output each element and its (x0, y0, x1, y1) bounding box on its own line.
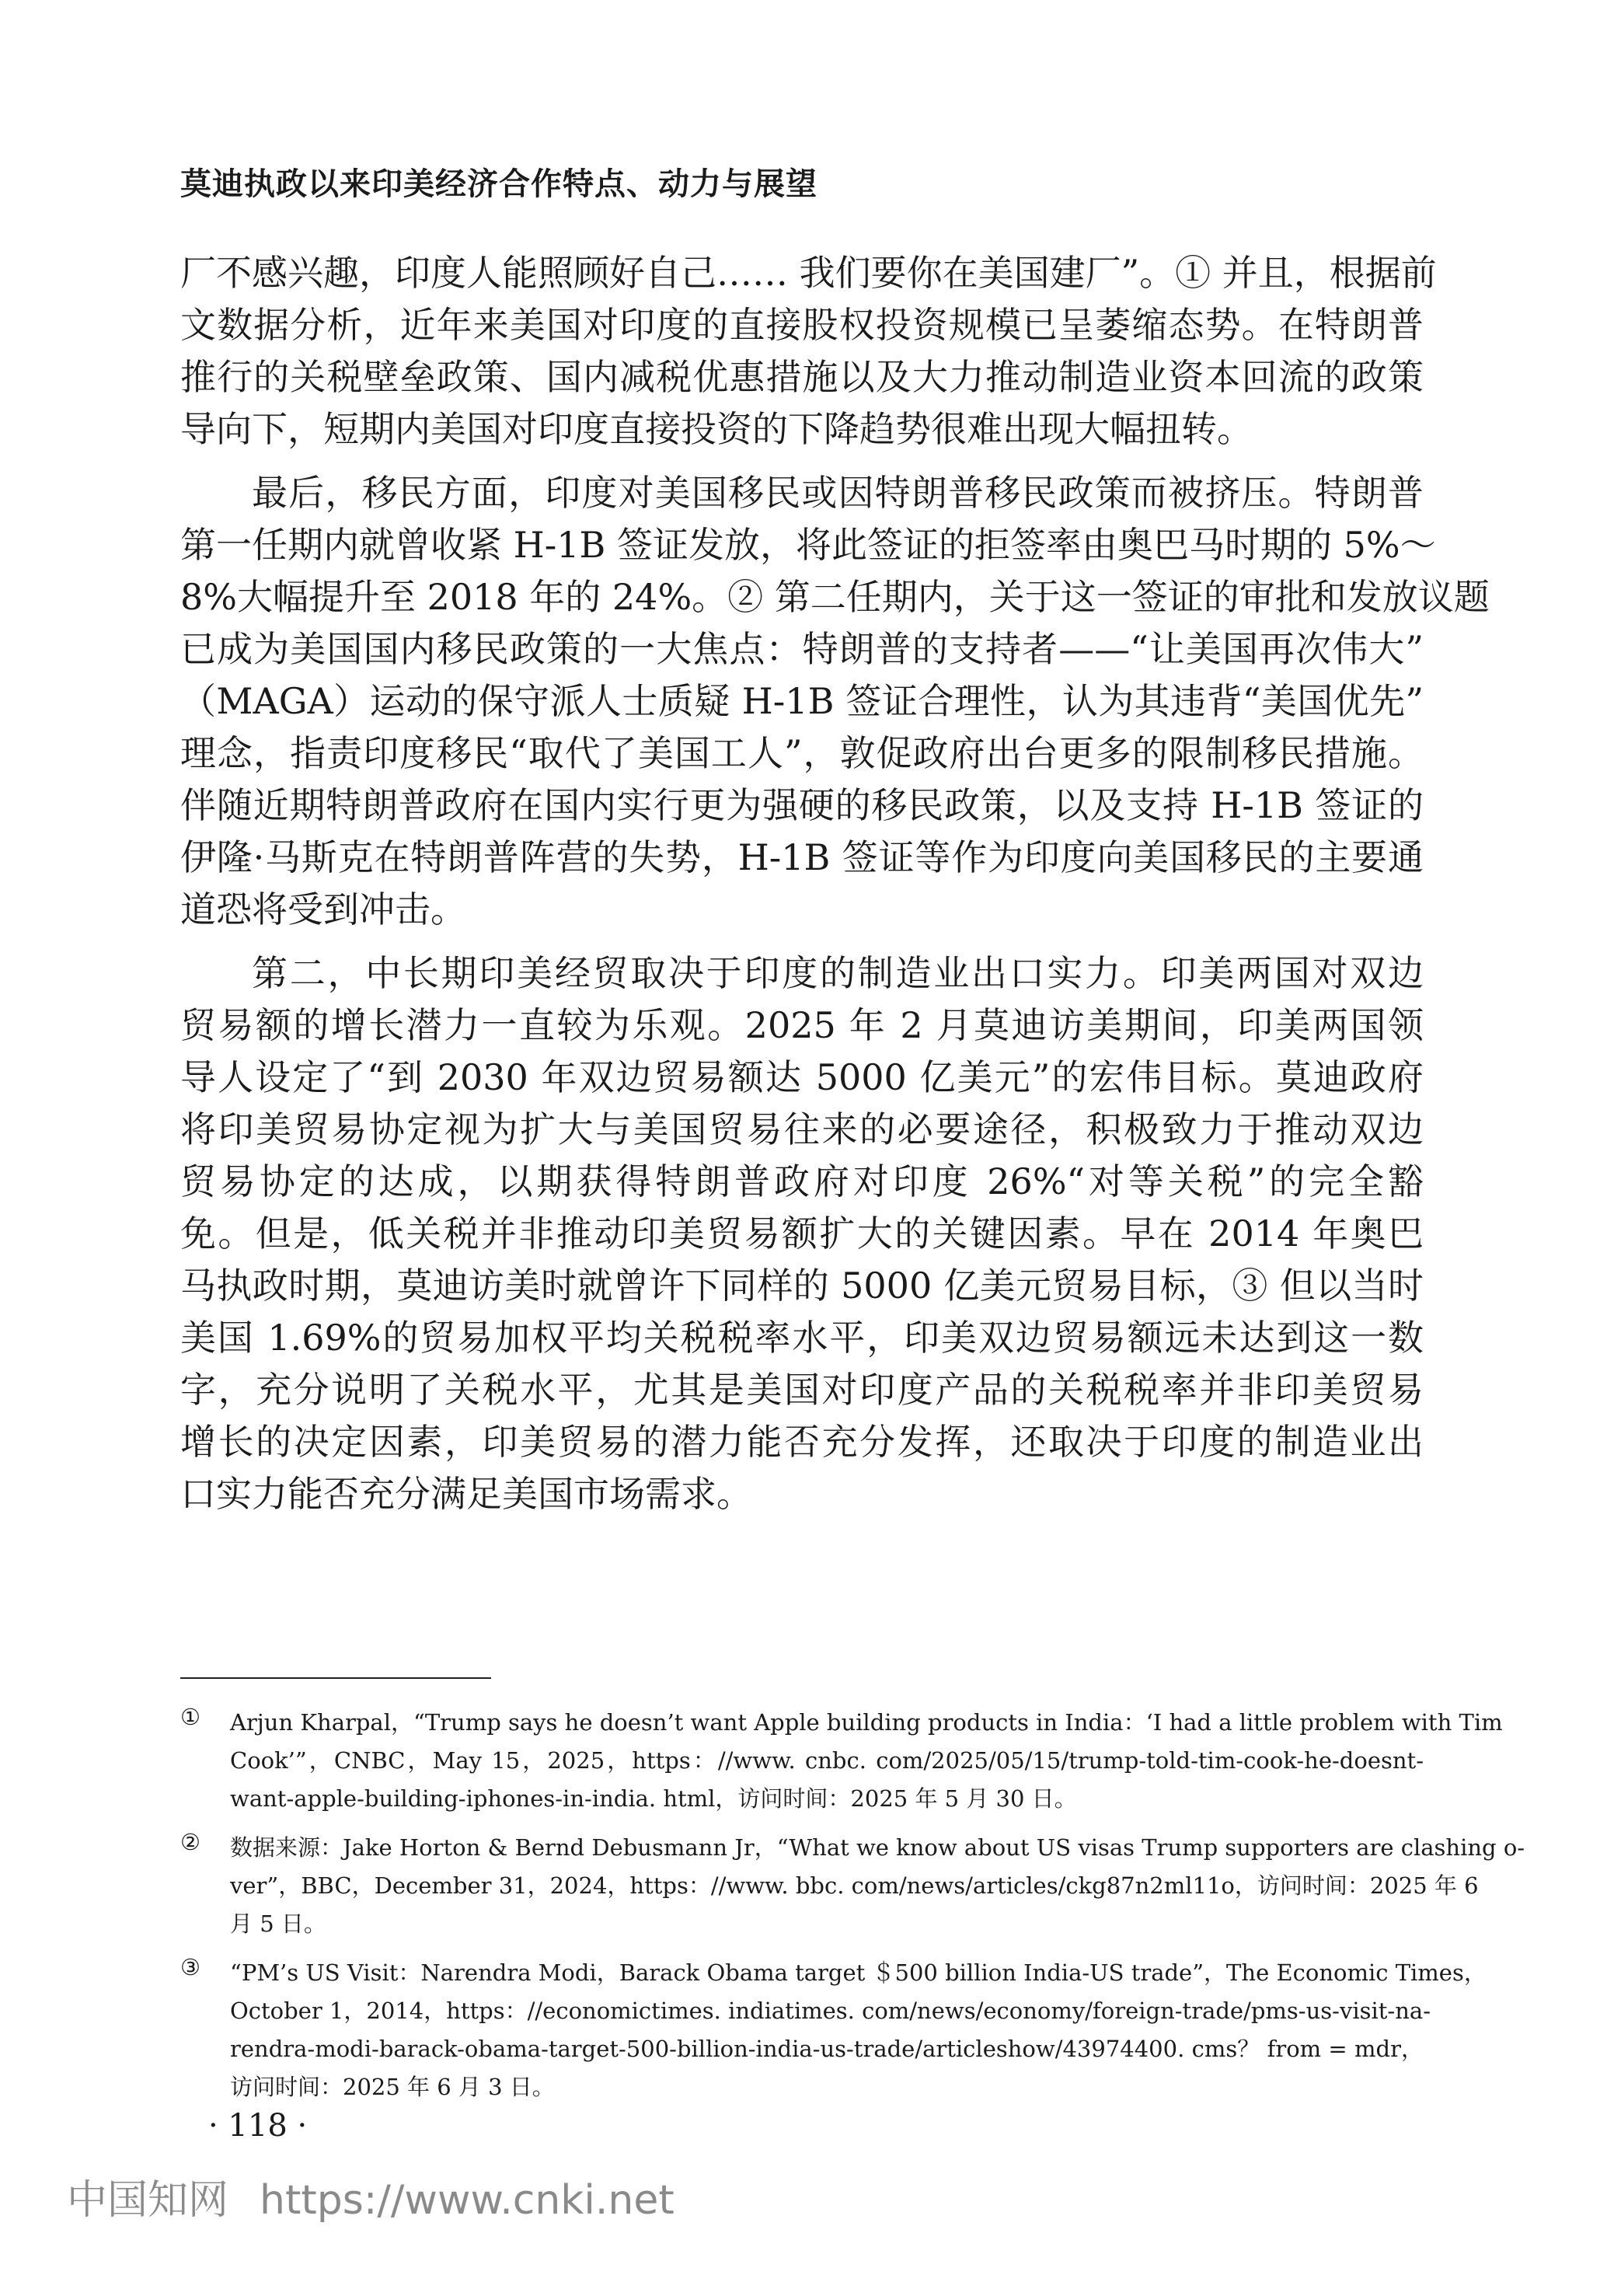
paragraph-line: 马执政时期，莫迪访美时就曾许下同样的 5000 亿美元贸易目标，③ 但以当时 (180, 1265, 1424, 1307)
paragraph-line: 将印美贸易协定视为扩大与美国贸易往来的必要途径，积极致力于推动双边 (180, 1108, 1424, 1150)
paragraph-line: 推行的关税壁垒政策、国内减税优惠措施以及大力推动制造业资本回流的政策 (180, 356, 1424, 398)
footnote-line: Cook’”，CNBC，May 15，2025，https：//www. cnbc. com/2025/05/15/trump-told-tim-cook-he-doesnt- (230, 1747, 1424, 1774)
page-number: · 118 · (208, 2108, 308, 2144)
footnote-marker: ② (180, 1829, 200, 1855)
footnote (180, 1954, 1487, 2106)
paragraph-line: 导人设定了“到 2030 年双边贸易额达 5000 亿美元”的宏伟目标。莫迪政府 (180, 1056, 1424, 1098)
paragraph-line: 已成为美国国内移民政策的一大焦点：特朗普的支持者——“让美国再次伟大” (180, 628, 1424, 670)
paragraph-line: 最后，移民方面，印度对美国移民或因特朗普移民政策而被挤压。特朗普 (252, 472, 1424, 514)
footnote-line: “PM’s US Visit：Narendra Modi，Barack Obama target ＄500 billion India-US trade”，The Economic Times， (230, 1959, 1487, 1986)
paragraph-line: 贸易额的增长潜力一直较为乐观。2025 年 2 月莫迪访美期间，印美两国领 (180, 1004, 1424, 1046)
paragraph-line: 伊隆·马斯克在特朗普阵营的失势，H-1B 签证等作为印度向美国移民的主要通 (180, 836, 1424, 878)
footnote (180, 1704, 1503, 1818)
paragraph-line: 口实力能否充分满足美国市场需求。 (180, 1473, 752, 1515)
footnote-line: want-apple-building-iphones-in-india. html，访问时间：2025 年 5 月 30 日。 (230, 1785, 1077, 1812)
paragraph-line: 道恐将受到冲击。 (180, 888, 466, 930)
footnote (180, 1829, 1525, 1943)
paragraph-line: 文数据分析，近年来美国对印度的直接股权投资规模已呈萎缩态势。在特朗普 (180, 304, 1424, 346)
paragraph-line: 理念，指责印度移民“取代了美国工人”，敦促政府出台更多的限制移民措施。 (180, 732, 1424, 774)
footnote-line: 月 5 日。 (230, 1910, 326, 1937)
body-text (180, 247, 1490, 1520)
watermark-url: https://www.cnki.net (260, 2177, 675, 2224)
paragraph-line: 贸易协定的达成，以期获得特朗普政府对印度 26%“对等关税”的完全豁 (180, 1160, 1424, 1202)
footnote-divider (180, 1677, 491, 1679)
paragraph-line: 字，充分说明了关税水平，尤其是美国对印度产品的关税税率并非印美贸易 (180, 1369, 1424, 1411)
paragraph-line: 美国 1.69%的贸易加权平均关税税率水平，印美双边贸易额远未达到这一数 (180, 1317, 1424, 1359)
running-header: 莫迪执政以来印美经济合作特点、动力与展望 (180, 166, 817, 202)
footnote-marker: ③ (180, 1954, 200, 1980)
footnote-line: October 1，2014，https：//economictimes. indiatimes. com/news/economy/foreign-trade/pms-us-visit-na- (230, 1998, 1431, 2024)
paragraph-line: （MAGA）运动的保守派人士质疑 H-1B 签证合理性，认为其违背“美国优先” (180, 680, 1424, 722)
paragraph-line: 8%大幅提升至 2018 年的 24%。② 第二任期内，关于这一签证的审批和发放议题 (180, 576, 1490, 618)
paragraph-line: 导向下，短期内美国对印度直接投资的下降趋势很难出现大幅扭转。 (180, 408, 1253, 450)
paragraph-line: 第二，中长期印美经贸取决于印度的制造业出口实力。印美两国对双边 (252, 952, 1424, 994)
paragraph-line: 增长的决定因素，印美贸易的潜力能否充分发挥，还取决于印度的制造业出 (180, 1421, 1424, 1463)
paragraph (180, 467, 1490, 936)
footnotes (180, 1704, 1525, 2117)
footnote-line: 数据来源：Jake Horton & Bernd Debusmann Jr，“What we know about US visas Trump supporters are clashing o- (230, 1834, 1525, 1861)
paragraph-line: 免。但是，低关税并非推动印美贸易额扩大的关键因素。早在 2014 年奥巴 (180, 1213, 1424, 1254)
footnote-line: rendra-modi-barack-obama-target-500-billion-india-us-trade/articleshow/43974400. cms？ from = mdr， (230, 2036, 1424, 2062)
paragraph (180, 247, 1437, 455)
footnote-marker: ① (180, 1704, 200, 1730)
footnote-line: 访问时间：2025 年 6 月 3 日。 (230, 2074, 555, 2100)
footnote-line: Arjun Kharpal，“Trump says he doesn’t want Apple building products in India：‘I had a little problem with Tim (230, 1709, 1503, 1736)
footnote-line: ver”，BBC，December 31，2024，https：//www. bbc. com/news/articles/ckg87n2ml11o，访问时间：2025 年 6 (230, 1872, 1479, 1899)
watermark (67, 2167, 675, 2225)
paragraph-line: 伴随近期特朗普政府在国内实行更为强硬的移民政策，以及支持 H-1B 签证的 (180, 784, 1424, 826)
watermark-brand: 中国知网 (67, 2177, 229, 2224)
paragraph-line: 厂不感兴趣，印度人能照顾好自己…… 我们要你在美国建厂”。① 并且，根据前 (180, 252, 1437, 294)
paragraph-line: 第一任期内就曾收紧 H-1B 签证发放，将此签证的拒签率由奥巴马时期的 5%～ (180, 524, 1436, 566)
paragraph (180, 947, 1424, 1520)
